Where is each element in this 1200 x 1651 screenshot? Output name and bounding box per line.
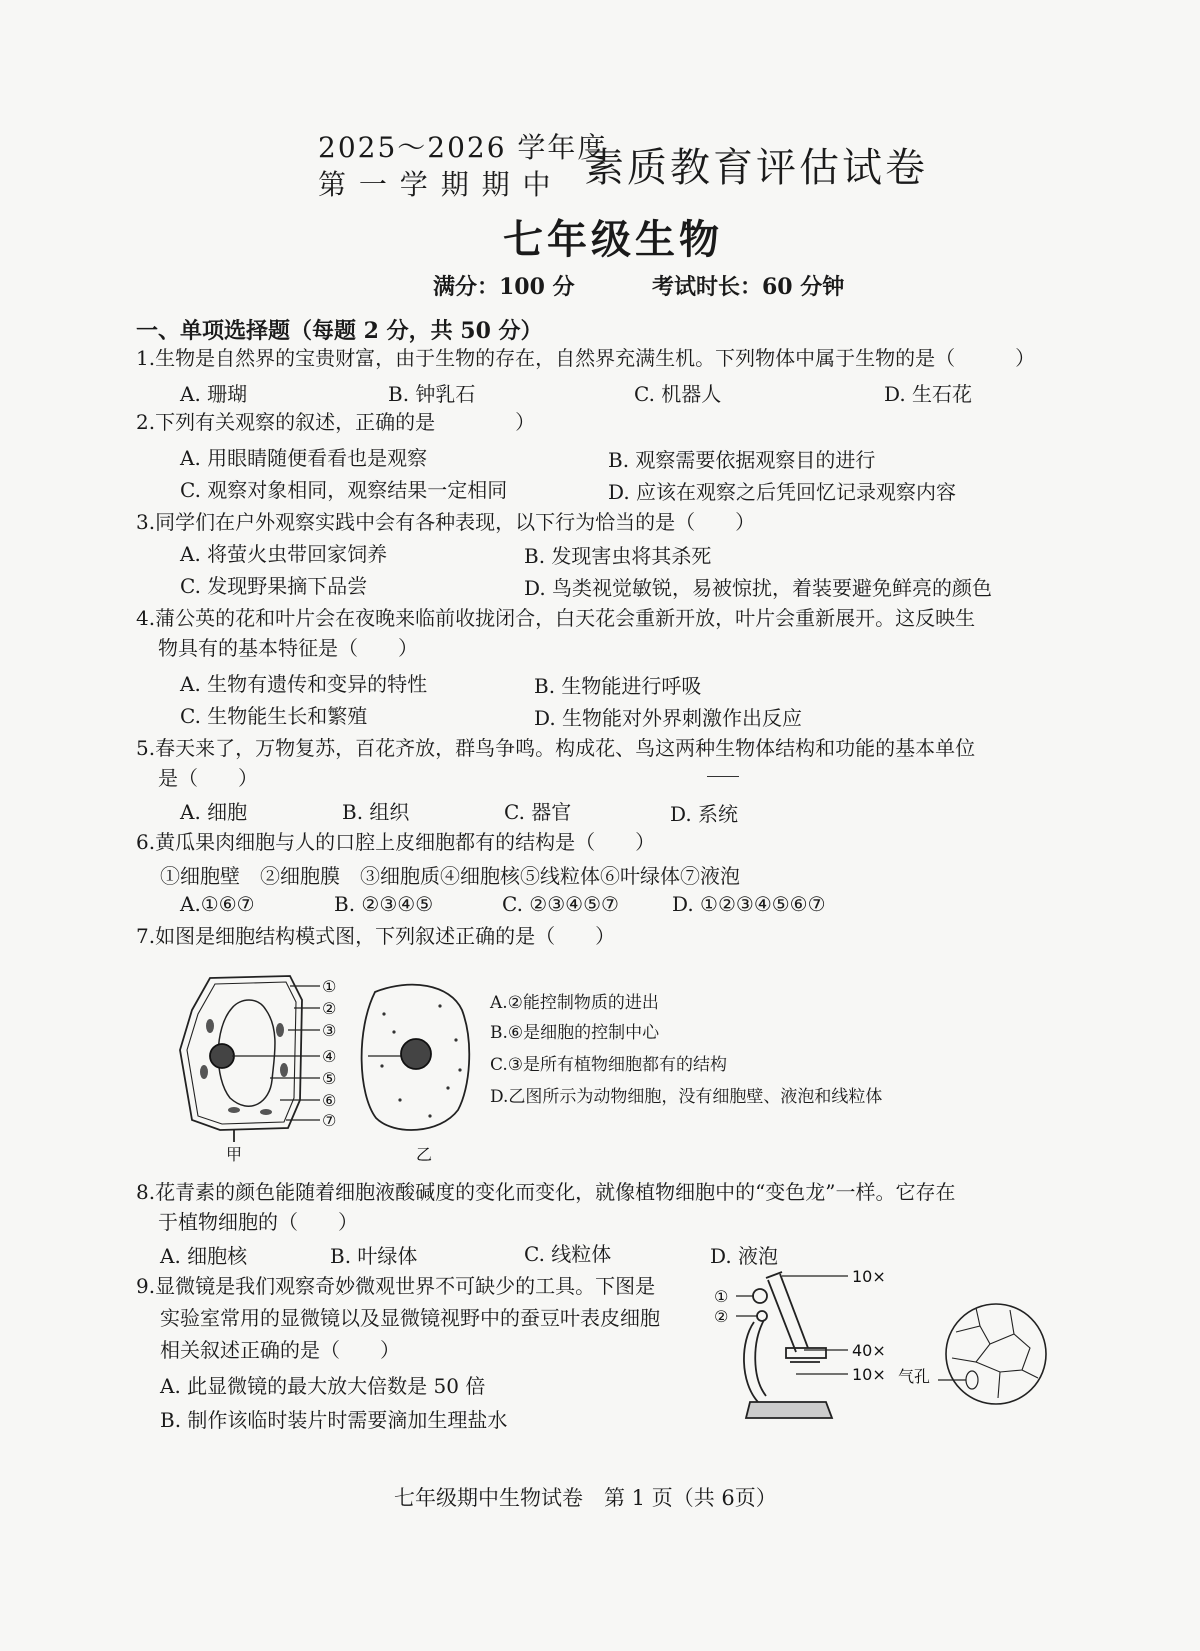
q2-option-d: D. 应该在观察之后凭回忆记录观察内容: [608, 480, 957, 504]
q6-option-a: A.①⑥⑦: [180, 892, 255, 916]
plant-cell: [180, 976, 302, 1142]
cell-label-7: ⑦: [322, 1111, 337, 1130]
q3-option-c: C. 发现野果摘下品尝: [180, 574, 368, 598]
q2-stem: 2.下列有关观察的叙述，正确的是 ）: [136, 410, 536, 434]
q2-option-a: A. 用眼睛随便看看也是观察: [180, 446, 428, 470]
q8-stem-line2: 于植物细胞的（ ）: [158, 1210, 358, 1234]
q5-option-b: B. 组织: [342, 800, 410, 824]
section-title: 一、单项选择题（每题 2 分，共 50 分）: [136, 318, 543, 344]
exam-duration: 考试时长：60 分钟: [652, 274, 845, 300]
q9-option-b: B. 制作该临时装片时需要滴加生理盐水: [160, 1408, 508, 1432]
q8-stem-line1: 8.花青素的颜色能随着细胞液酸碱度的变化而变化，就像植物细胞中的“变色龙”一样。它存在: [136, 1180, 956, 1204]
q3-option-a: A. 将萤火虫带回家饲养: [180, 542, 388, 566]
scope-label-2: ②: [714, 1307, 729, 1326]
q5-option-d: D. 系统: [670, 802, 739, 826]
q1-option-d: D. 生石花: [884, 382, 973, 406]
stoma-label: 气孔: [898, 1367, 931, 1386]
q8-option-b: B. 叶绿体: [330, 1244, 418, 1268]
q3-stem: 3.同学们在户外观察实践中会有各种表现，以下行为恰当的是（ ）: [136, 510, 756, 534]
q6-stem: 6.黄瓜果肉细胞与人的口腔上皮细胞都有的结构是（ ）: [136, 830, 656, 854]
q1-option-c: C. 机器人: [634, 382, 722, 406]
cell-structure-figure: [170, 970, 480, 1170]
q6-structure-list: ①细胞壁 ②细胞膜 ③细胞质④细胞核⑤线粒体⑥叶绿体⑦液泡: [160, 864, 740, 888]
exam-name: 素质教育评估试卷: [584, 145, 928, 191]
exam-term: 第 一 学 期 期 中: [318, 168, 553, 201]
objective-mag-low: 10×: [852, 1365, 886, 1384]
q9-stem-line1: 9.显微镜是我们观察奇妙微观世界不可缺少的工具。下图是: [136, 1274, 656, 1298]
q4-option-d: D. 生物能对外界刺激作出反应: [534, 706, 803, 730]
q7-option-c: C.③是所有植物细胞都有的结构: [490, 1055, 728, 1075]
q4-option-b: B. 生物能进行呼吸: [534, 674, 702, 698]
q4-stem-line1: 4.蒲公英的花和叶片会在夜晚来临前收拢闭合，白天花会重新开放，叶片会重新展开。这反映生: [136, 606, 976, 630]
q5-option-a: A. 细胞: [180, 800, 248, 824]
q3-option-d: D. 鸟类视觉敏锐，易被惊扰，着装要避免鲜亮的颜色: [524, 576, 993, 600]
ink-mark: [707, 776, 739, 777]
microscope-figure: [700, 1262, 1060, 1432]
q7-option-a: A.②能控制物质的进出: [490, 993, 659, 1013]
q8-option-d: D. 液泡: [710, 1244, 779, 1268]
cell-label-1: ①: [322, 977, 337, 996]
q1-option-a: A. 珊瑚: [180, 382, 248, 406]
q5-stem-line2: 是（ ）: [158, 766, 258, 790]
exam-year: 2025～2026 学年度: [318, 131, 608, 164]
cell-label-6: ⑥: [322, 1091, 337, 1110]
q5-stem-line1: 5.春天来了，万物复苏，百花齐放，群鸟争鸣。构成花、鸟这两种生物体结构和功能的基本单位: [136, 736, 976, 760]
q4-stem-line2: 物具有的基本特征是（ ）: [158, 636, 418, 660]
full-score: 满分：100 分: [433, 274, 575, 300]
field-of-view: [938, 1304, 1046, 1404]
q2-option-c: C. 观察对象相同，观察结果一定相同: [180, 478, 508, 502]
q5-option-c: C. 器官: [504, 800, 572, 824]
q6-option-d: D. ①②③④⑤⑥⑦: [672, 892, 826, 916]
scope-label-1: ①: [714, 1287, 729, 1306]
q7-option-b: B.⑥是细胞的控制中心: [490, 1023, 660, 1043]
q7-option-d: D.乙图所示为动物细胞，没有细胞壁、液泡和线粒体: [490, 1087, 883, 1107]
q9-stem-line2: 实验室常用的显微镜以及显微镜视野中的蚕豆叶表皮细胞: [160, 1306, 660, 1330]
animal-cell: [362, 985, 470, 1130]
figure-label-b: 乙: [416, 1145, 433, 1164]
microscope: [744, 1272, 832, 1418]
q6-option-b: B. ②③④⑤: [334, 892, 434, 916]
q4-option-c: C. 生物能生长和繁殖: [180, 704, 368, 728]
cell-label-4: ④: [322, 1047, 337, 1066]
q9-stem-line3: 相关叙述正确的是（ ）: [160, 1338, 400, 1362]
cell-label-5: ⑤: [322, 1069, 337, 1088]
cell-label-2: ②: [322, 999, 337, 1018]
q7-stem: 7.如图是细胞结构模式图，下列叙述正确的是（ ）: [136, 924, 616, 948]
page-footer: 七年级期中生物试卷 第 1 页（共 6页）: [394, 1486, 777, 1510]
eyepiece-mag: 10×: [852, 1267, 886, 1286]
q4-option-a: A. 生物有遗传和变异的特性: [180, 672, 428, 696]
objective-mag-high: 40×: [852, 1341, 886, 1360]
q1-option-b: B. 钟乳石: [388, 382, 476, 406]
page-title: 七年级生物: [503, 216, 723, 263]
figure-label-a: 甲: [226, 1145, 243, 1164]
q3-option-b: B. 发现害虫将其杀死: [524, 544, 712, 568]
q8-option-c: C. 线粒体: [524, 1242, 612, 1266]
q2-option-b: B. 观察需要依据观察目的进行: [608, 448, 876, 472]
cell-label-3: ③: [322, 1021, 337, 1040]
q9-option-a: A. 此显微镜的最大放大倍数是 50 倍: [160, 1374, 486, 1398]
q8-option-a: A. 细胞核: [160, 1244, 248, 1268]
q6-option-c: C. ②③④⑤⑦: [502, 892, 619, 916]
q1-stem: 1.生物是自然界的宝贵财富，由于生物的存在，自然界充满生机。下列物体中属于生物的是（ ）: [136, 346, 1036, 370]
